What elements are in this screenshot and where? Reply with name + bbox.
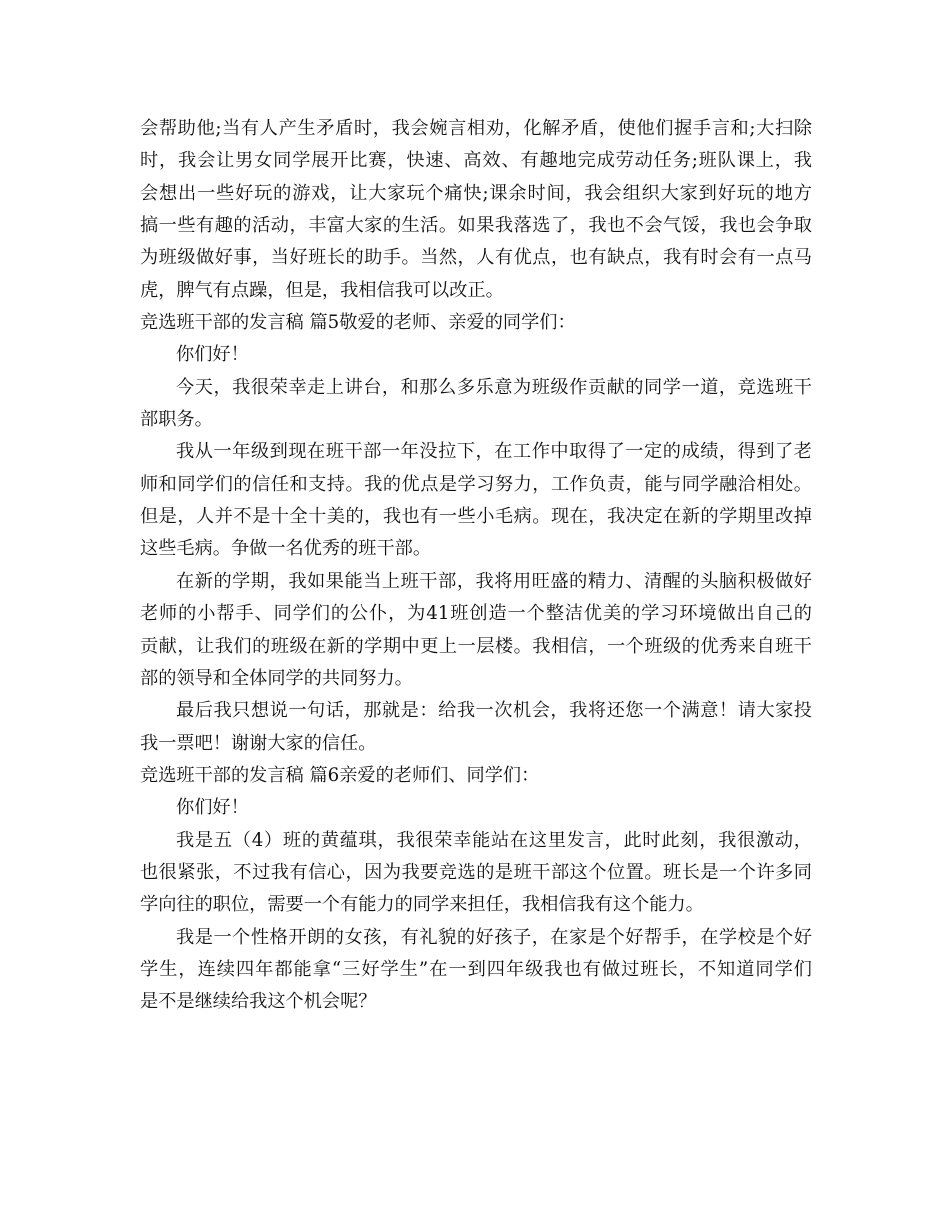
text-line: 最后我只想说一句话，那就是：给我一次机会，我将还您一个满意！请大家投 [176, 700, 812, 722]
text-line: 竞选班干部的发言稿 篇6亲爱的老师们、同学们： [140, 764, 540, 786]
text-line: 我是一个性格开朗的女孩，有礼貌的好孩子，在家是个好帮手，在学校是个好 [176, 926, 812, 948]
text-line: 也很紧张，不过我有信心，因为我要竞选的是班干部这个位置。班长是一个许多同 [140, 861, 812, 883]
text-line: 会帮助他;当有人产生矛盾时，我会婉言相劝，化解矛盾，使他们握手言和;大扫除 [140, 118, 812, 139]
text-line: 为班级做好事，当好班长的助手。当然，人有优点，也有缺点，我有时会有一点马 [140, 247, 812, 269]
text-line: 师和同学们的信任和支持。我的优点是学习努力，工作负责，能与同学融洽相处。 [140, 473, 812, 495]
text-line: 学向往的职位，需要一个有能力的同学来担任，我相信我有这个能力。 [140, 894, 704, 916]
text-line: 贡献，让我们的班级在新的学期中更上一层楼。我相信，一个班级的优秀来自班干 [140, 635, 812, 657]
document-body [140, 113, 812, 1019]
text-line: 部的领导和全体同学的共同努力。 [140, 667, 413, 689]
text-line: 你们好！ [176, 344, 249, 366]
text-line: 我一票吧！谢谢大家的信任。 [140, 732, 377, 754]
text-line: 今天，我很荣幸走上讲台，和那么多乐意为班级作贡献的同学一道，竞选班干 [176, 376, 812, 398]
text-line: 学生，连续四年都能拿“三好学生”在一到四年级我也有做过班长，不知道同学们 [140, 958, 812, 980]
text-line: 是不是继续给我这个机会呢？ [140, 991, 377, 1013]
text-line: 但是，人并不是十全十美的，我也有一些小毛病。现在，我决定在新的学期里改掉 [140, 506, 812, 528]
text-line: 竞选班干部的发言稿 篇5敬爱的老师、亲爱的同学们： [140, 312, 576, 334]
text-line: 我是五（4）班的黄蕴琪，我很荣幸能站在这里发言，此时此刻，我很激动， [176, 829, 812, 851]
text-line: 搞一些有趣的活动，丰富大家的生活。如果我落选了，我也不会气馁，我也会争取 [140, 215, 812, 237]
text-line: 你们好！ [176, 797, 249, 819]
text-line: 这些毛病。争做一名优秀的班干部。 [140, 538, 432, 560]
text-line: 虎，脾气有点躁，但是，我相信我可以改正。 [140, 279, 504, 301]
text-line: 时，我会让男女同学展开比赛，快速、高效、有趣地完成劳动任务;班队课上，我 [140, 150, 812, 172]
text-line: 我从一年级到现在班干部一年没拉下，在工作中取得了一定的成绩，得到了老 [176, 441, 812, 463]
text-line: 部职务。 [140, 409, 213, 431]
text-line: 老师的小帮手、同学们的公仆，为41班创造一个整洁优美的学习环境做出自己的 [140, 603, 812, 625]
text-line: 会想出一些好玩的游戏，让大家玩个痛快;课余时间，我会组织大家到好玩的地方 [140, 182, 812, 204]
text-line: 在新的学期，我如果能当上班干部，我将用旺盛的精力、清醒的头脑积极做好 [176, 570, 812, 592]
